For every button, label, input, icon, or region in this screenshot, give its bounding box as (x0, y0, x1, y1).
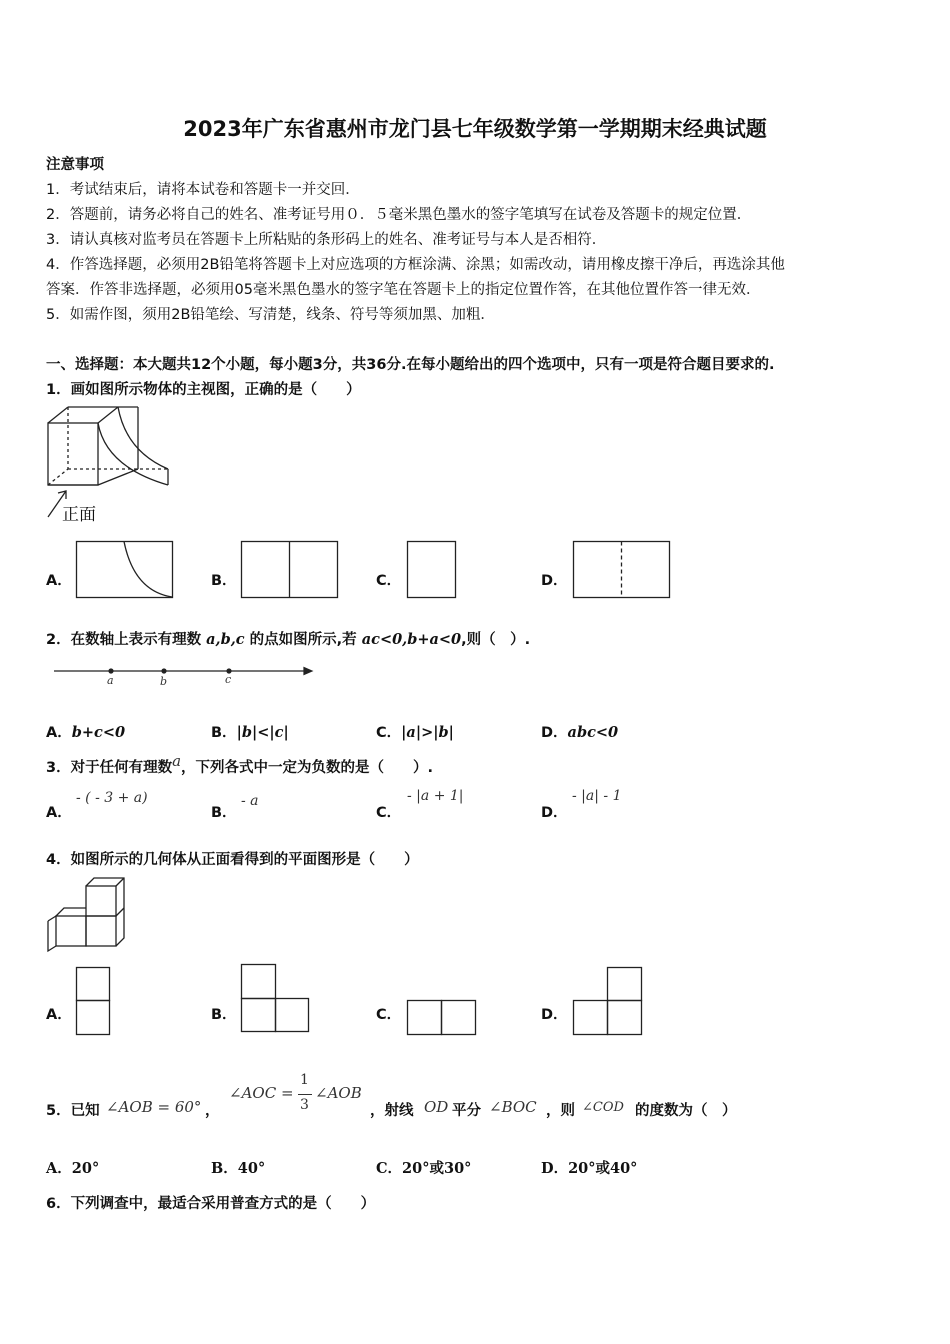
axis-label-a: a (107, 674, 114, 687)
option-a-label[interactable]: A． (46, 573, 72, 589)
q4-option-a-label[interactable]: A． (46, 1007, 72, 1023)
q4-option-c-label[interactable]: C． (376, 1007, 402, 1023)
q3-option-c-label[interactable]: C． (376, 805, 402, 821)
q2-option-d[interactable]: D．abc<0 (541, 724, 619, 741)
q4-cube-figure (46, 876, 126, 952)
number-line (54, 662, 316, 690)
q3-option-a-label[interactable]: A． (46, 805, 72, 821)
question-6-stem: 6．下列调查中，最适合采用普查方式的是（ ） (46, 1196, 376, 1212)
q5-option-c[interactable]: C．20°或30° (376, 1160, 472, 1177)
q4-option-a-figure[interactable] (76, 967, 116, 1039)
notice-item: 1．考试结束后，请将本试卷和答题卡一并交回． (46, 182, 360, 198)
question-4-stem: 4．如图所示的几何体从正面看得到的平面图形是（ ） (46, 852, 419, 868)
q4-option-d-figure[interactable] (573, 967, 645, 1039)
option-c-label[interactable]: C． (376, 573, 402, 589)
q3-option-d-label[interactable]: D． (541, 805, 568, 821)
q5-aoc-right: ∠AOB (315, 1084, 362, 1102)
q5-option-a[interactable]: A．20° (46, 1160, 100, 1177)
option-d-label[interactable]: D． (541, 573, 568, 589)
section-heading: 一、选择题：本大题共12个小题，每小题3分，共36分.在每小题给出的四个选项中，只有一项是符合题目要求的. (46, 357, 775, 373)
notice-item: 3．请认真核对监考员在答题卡上所粘贴的条形码上的姓名、准考证号与本人是否相符． (46, 232, 607, 248)
q5-fraction-bar (298, 1094, 312, 1095)
q5-ray-od: OD (424, 1098, 449, 1116)
q1-option-c-figure[interactable] (407, 541, 463, 601)
q4-option-d-label[interactable]: D． (541, 1007, 568, 1023)
q3-option-b-expr[interactable]: - a (241, 793, 259, 809)
page-title: 2023年广东省惠州市龙门县七年级数学第一学期期末经典试题 (183, 117, 767, 141)
notice-item: 4．作答选择题，必须用2B铅笔将答题卡上对应选项的方框涂满、涂黑；如需改动，请用橡皮擦干净后，再选涂其他 (46, 257, 785, 273)
q5-fraction-numerator: 1 (300, 1072, 309, 1088)
question-1-stem: 1．画如图所示物体的主视图，正确的是（ ） (46, 382, 361, 398)
q2-option-a[interactable]: A．b+c<0 (46, 724, 126, 741)
notice-heading: 注意事项 (46, 157, 104, 173)
front-label: 正面 (62, 505, 96, 525)
q5-text-ray: ，射线 (370, 1103, 414, 1119)
q5-text-end: 的度数为（ ） (635, 1103, 737, 1119)
q4-option-b-label[interactable]: B． (211, 1007, 237, 1023)
q3-option-d-expr[interactable]: - |a| - 1 (572, 788, 622, 804)
q2-option-c[interactable]: C．|a|>|b| (376, 724, 454, 741)
q5-option-d[interactable]: D．20°或40° (541, 1160, 638, 1177)
axis-label-c: c (225, 673, 232, 686)
q3-option-a-expr[interactable]: - ( - 3 + a) (76, 790, 148, 806)
q5-angle-boc: ∠BOC (489, 1098, 537, 1116)
option-b-label[interactable]: B． (211, 573, 237, 589)
q1-option-d-figure[interactable] (573, 541, 673, 601)
q5-option-b[interactable]: B．40° (211, 1160, 266, 1177)
notice-item: 答案．作答非选择题，必须用05毫米黑色墨水的签字笔在答题卡上的指定位置作答，在其他位置作答一律无效． (46, 282, 761, 298)
q2-option-b[interactable]: B．|b|<|c| (211, 724, 289, 741)
q5-aoc-left: ∠AOC = (229, 1084, 294, 1102)
q5-text-then: ，则 (546, 1103, 575, 1119)
q4-option-c-figure[interactable] (407, 1000, 479, 1040)
notice-item: 2．答题前，请务必将自己的姓名、准考证号用０．５毫米黑色墨水的签字笔填写在试卷及答题卡的规定位置． (46, 207, 752, 223)
q5-text-bisect: 平分 (452, 1103, 481, 1119)
q5-angle-cod: ∠COD (582, 1100, 624, 1115)
q1-option-b-figure[interactable] (241, 541, 341, 601)
q5-comma: ， (205, 1103, 220, 1119)
q1-option-a-figure[interactable] (76, 541, 176, 601)
q3-option-b-label[interactable]: B． (211, 805, 237, 821)
q5-given-angle: ∠AOB = 60° (106, 1098, 202, 1116)
axis-label-b: b (160, 675, 168, 688)
question-5-stem-start: 5．已知 (46, 1103, 100, 1119)
q3-option-c-expr[interactable]: - |a + 1| (407, 788, 464, 804)
question-2-stem: 2．在数轴上表示有理数 a,b,c 的点如图所示,若 ac<0,b+a<0,则（ ）. (46, 631, 531, 648)
q5-fraction-denominator: 3 (300, 1097, 309, 1113)
q4-option-b-figure[interactable] (241, 964, 313, 1036)
question-3-stem: 3．对于任何有理数a，下列各式中一定为负数的是（ ）. (46, 752, 434, 776)
notice-item: 5．如需作图，须用2B铅笔绘、写清楚，线条、符号等须加黑、加粗． (46, 307, 495, 323)
